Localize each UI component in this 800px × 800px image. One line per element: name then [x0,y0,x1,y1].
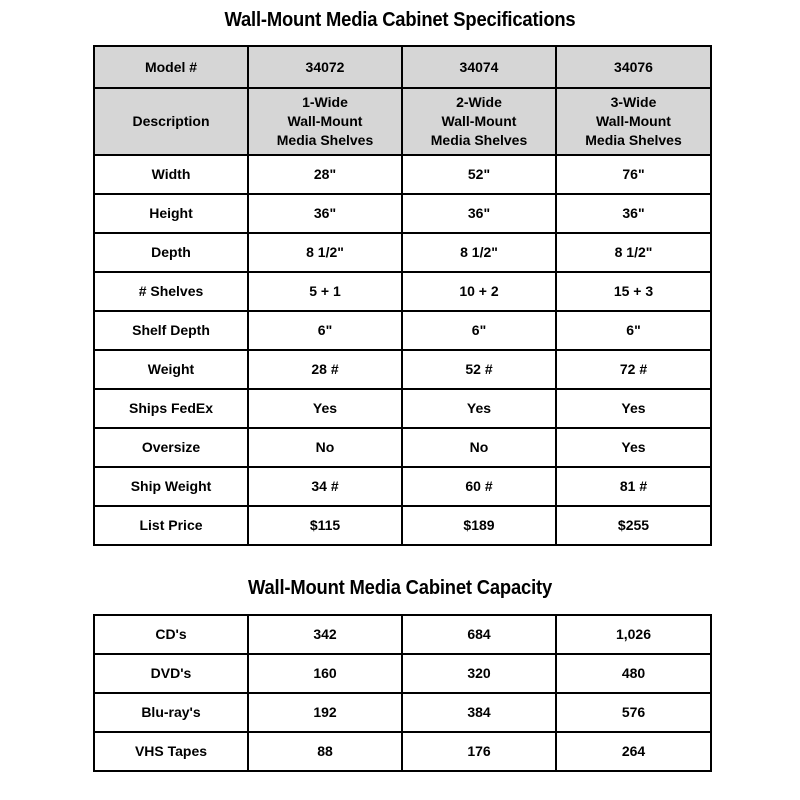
row-label: Model # [94,46,248,88]
capacity-value: 576 [556,693,711,732]
spec-row-width [94,155,711,194]
row-label: Oversize [94,428,248,467]
spec-value: 34 # [248,467,402,506]
description-line: 2-Wide [456,94,502,110]
spec-value: 8 1/2" [556,233,711,272]
row-label: DVD's [94,654,248,693]
spec-value: Yes [556,428,711,467]
spec-value: 28 # [248,350,402,389]
spec-value: 15 + 3 [556,272,711,311]
row-label: Ships FedEx [94,389,248,428]
row-label: Blu-ray's [94,693,248,732]
description-line: Wall-Mount [596,113,671,129]
capacity-value: 88 [248,732,402,771]
capacity-value: 684 [402,615,556,654]
row-label: VHS Tapes [94,732,248,771]
specifications-table [93,45,712,546]
row-label: CD's [94,615,248,654]
spec-value: $189 [402,506,556,545]
description-cell [556,88,711,155]
description-line: Wall-Mount [441,113,517,129]
row-label: Width [94,155,248,194]
spec-value: 6" [556,311,711,350]
description-cell [402,88,556,155]
capacity-row-cds [94,615,711,654]
spec-value: 52 # [402,350,556,389]
spec-value: 36" [248,194,402,233]
capacity-value: 1,026 [556,615,711,654]
specifications-title: Wall-Mount Media Cabinet Specifications [224,9,576,31]
spec-row-depth [94,233,711,272]
spec-row-oversize [94,428,711,467]
spec-value: 8 1/2" [402,233,556,272]
spec-value: 36" [556,194,711,233]
spec-row-list-price [94,506,711,545]
row-label: Ship Weight [94,467,248,506]
row-label: List Price [94,506,248,545]
capacity-row-blu-rays [94,693,711,732]
capacity-title: Wall-Mount Media Cabinet Capacity [247,577,553,599]
spec-value: No [402,428,556,467]
spec-value: $255 [556,506,711,545]
spec-row-ships-fedex [94,389,711,428]
capacity-row-dvds [94,654,711,693]
spec-value: 6" [248,311,402,350]
spec-value: 81 # [556,467,711,506]
row-label: Shelf Depth [94,311,248,350]
spec-value: 72 # [556,350,711,389]
description-line: Media Shelves [585,132,682,148]
row-label: Depth [94,233,248,272]
spec-value: $115 [248,506,402,545]
spec-value: 8 1/2" [248,233,402,272]
spec-value: 10 + 2 [402,272,556,311]
spec-value: 6" [402,311,556,350]
spec-value: 76" [556,155,711,194]
capacity-value: 176 [402,732,556,771]
row-label: Height [94,194,248,233]
row-label: # Shelves [94,272,248,311]
spec-row-shelf-depth [94,311,711,350]
capacity-value: 480 [556,654,711,693]
model-number: 34074 [402,46,556,88]
description-line: 3-Wide [610,94,657,110]
description-line: Media Shelves [430,132,528,148]
model-number: 34072 [248,46,402,88]
description-line: Wall-Mount [287,113,363,129]
capacity-value: 160 [248,654,402,693]
spec-value: 60 # [402,467,556,506]
model-header-row [94,46,711,88]
capacity-value: 384 [402,693,556,732]
spec-row-weight [94,350,711,389]
spec-value: 36" [402,194,556,233]
row-label: Description [94,88,248,155]
spec-value: 5 + 1 [248,272,402,311]
spec-value: 28" [248,155,402,194]
spec-row-shelves [94,272,711,311]
description-cell [248,88,402,155]
description-line: 1-Wide [302,94,348,110]
capacity-value: 342 [248,615,402,654]
spec-row-height [94,194,711,233]
spec-value: No [248,428,402,467]
description-line: Media Shelves [276,132,374,148]
capacity-table [93,614,712,772]
capacity-value: 320 [402,654,556,693]
spec-value: 52" [402,155,556,194]
capacity-row-vhs-tapes [94,732,711,771]
spec-value: Yes [248,389,402,428]
spec-value: Yes [402,389,556,428]
description-row [94,88,711,155]
model-number: 34076 [556,46,711,88]
capacity-value: 192 [248,693,402,732]
spec-row-ship-weight [94,467,711,506]
spec-value: Yes [556,389,711,428]
row-label: Weight [94,350,248,389]
capacity-value: 264 [556,732,711,771]
